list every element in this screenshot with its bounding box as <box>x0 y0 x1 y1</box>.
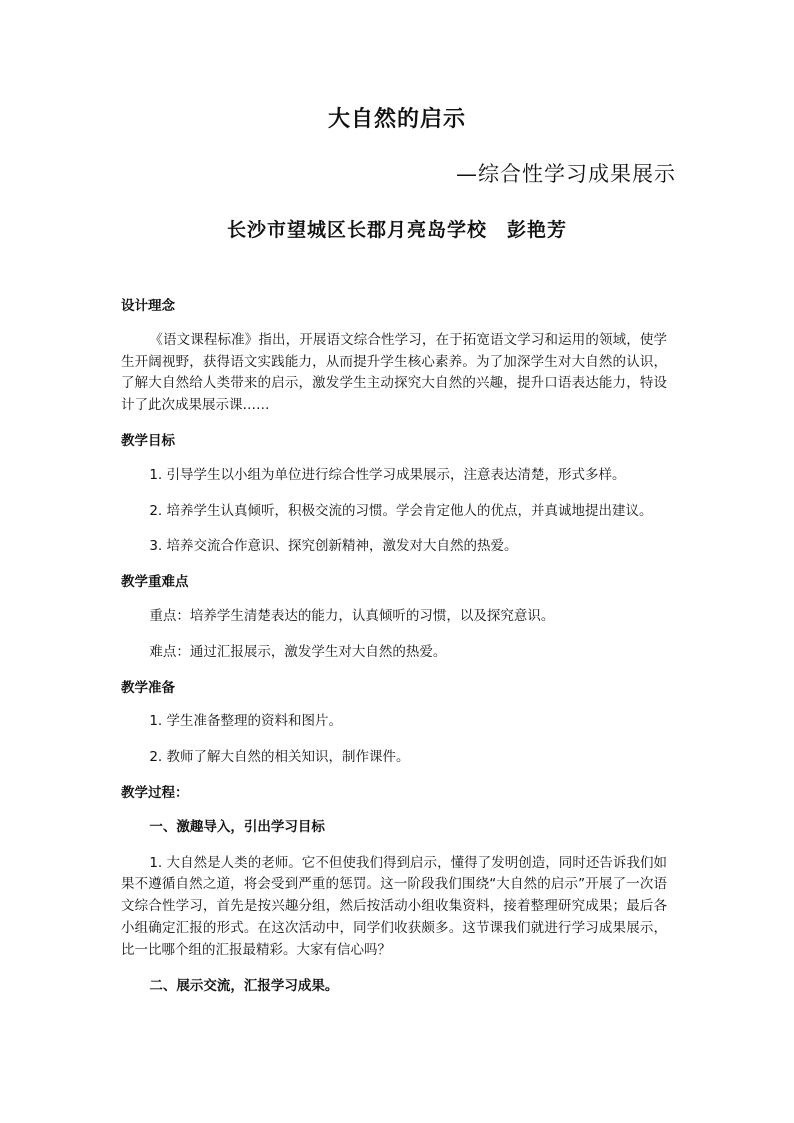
goal-item-3: 3. 培养交流合作意识、探究创新精神，激发对大自然的热爱。 <box>149 538 518 555</box>
process-step-1-title: 一、激趣导入，引出学习目标 <box>149 818 325 835</box>
author-line: 长沙市望城区长郡月亮岛学校 彭艳芳 <box>226 219 567 241</box>
goal-item-2: 2. 培养学生认真倾听，积极交流的习惯。学会肯定他人的优点，并真诚地提出建议。 <box>149 502 653 519</box>
concept-paragraph: 《语文课程标准》指出，开展语文综合性学习，在于拓宽语文学习和运用的领域，使学生开阔视野，获得语文实践能力，从而提升学生核心素养。为了加深学生对大自然的认识，了解大自然给人类带来的启示，激发学生主动探究大自然的兴趣，提升口语表达能力，特设计了此次成果展示课…… <box>121 331 667 414</box>
difficult-point: 难点：通过汇报展示，激发学生对大自然的热爱。 <box>149 643 447 660</box>
goal-item-1: 1. 引导学生以小组为单位进行综合性学习成果展示，注意表达清楚，形式多样。 <box>149 466 626 483</box>
heading-process: 教学过程： <box>121 784 189 801</box>
prep-item-2: 2. 教师了解大自然的相关知识，制作课件。 <box>149 749 410 766</box>
process-step-2-title: 二、展示交流，汇报学习成果。 <box>149 977 339 994</box>
heading-key-points: 教学重难点 <box>121 574 189 591</box>
document-title: 大自然的启示 <box>327 107 466 132</box>
document-body <box>121 296 667 997</box>
heading-concept: 设计理念 <box>121 298 175 314</box>
key-point: 重点：培养学生清楚表达的能力，认真倾听的习惯，以及探究意识。 <box>149 607 555 624</box>
prep-item-1: 1. 学生准备整理的资料和图片。 <box>149 713 343 730</box>
process-step-1-body: 1. 大自然是人类的老师。它不但使我们得到启示，懂得了发明创造，同时还告诉我们如果不遵循自然之道，将会受到严重的惩罚。这一阶段我们围绕“大自然的启示”开展了一次语文综合性学习，首先是按兴趣分组，然后按活动小组收集资料，接着整理研究成果；最后各小组确定汇报的形式。在这次活动中，同学们收获颇多。这节课我们就进行学习成果展示，比一比哪个组的汇报最精彩。大家有信心吗？ <box>121 854 667 958</box>
heading-prep: 教学准备 <box>121 679 175 696</box>
heading-goals: 教学目标 <box>121 432 175 449</box>
document-subtitle: —综合性学习成果展示 <box>456 162 676 186</box>
